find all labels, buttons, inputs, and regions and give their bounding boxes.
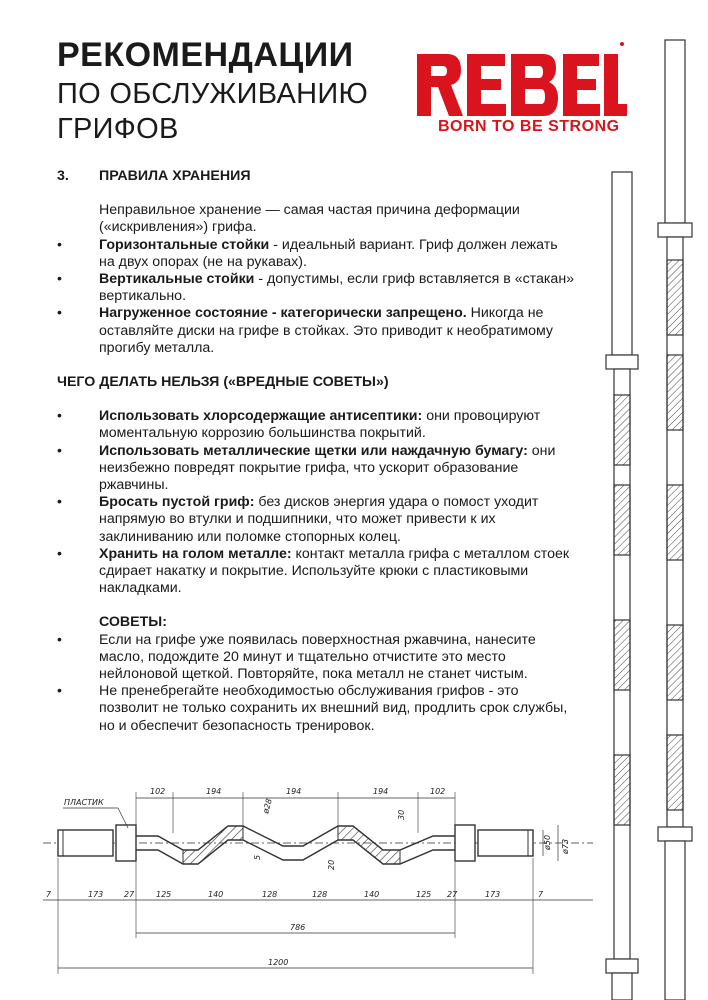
dim-bottom: 125 xyxy=(156,890,172,899)
list-item xyxy=(57,237,577,271)
dim-bottom: 140 xyxy=(208,890,224,899)
list-item xyxy=(57,546,577,598)
dim-bottom: 125 xyxy=(416,890,432,899)
drawing-label: ПЛАСТИК xyxy=(64,798,104,807)
dim-side: ø73 xyxy=(561,838,570,854)
list-item xyxy=(57,683,577,735)
dim-bottom: 173 xyxy=(88,890,104,899)
list-item xyxy=(57,271,577,305)
bullet-text: они неизбежно повредят покрытие грифа, что ускорит образование ржавчины. xyxy=(99,442,556,494)
section-number: 3. xyxy=(57,168,69,184)
list-item xyxy=(57,408,577,442)
section-3-intro: Неправильное хранение — самая частая причина деформации («искривления») грифа. xyxy=(99,202,520,236)
content xyxy=(57,168,577,735)
dim-top: 102 xyxy=(150,787,166,796)
bullet-text: Если на грифе уже появилась поверхностная ржавчина, нанесите масло, подождите 20 минут и тщательно отчистите это место нейлоновой щеткой. Повторяйте, пока металл не станет чистым. xyxy=(99,631,536,683)
bullet-bold: Использовать хлорсодержащие антисептики: xyxy=(99,408,423,425)
dim-total-inner: 786 xyxy=(290,923,306,932)
dim-bottom: 27 xyxy=(124,890,135,899)
bullet-text: Никогда не оставляйте диски на грифе в стойках. Это приводит к необратимому прогибу металла. xyxy=(99,305,554,356)
dim-bottom: 27 xyxy=(447,890,458,899)
dim-bottom: 7 xyxy=(538,890,544,899)
dim-bottom: 7 xyxy=(46,890,52,899)
bullet-marker: • xyxy=(57,271,62,288)
bullet-text: контакт металла грифа с металлом стоек сдирает накатку и покрытие. Используйте крюки с пластиковыми накладками. xyxy=(99,545,570,597)
bullet-marker: • xyxy=(57,408,62,425)
bullet-marker: • xyxy=(57,545,62,562)
dim-side: ø50 xyxy=(543,834,552,850)
bullet-text: Не пренебрегайте необходимостью обслуживания грифов - это позволит не только сохранить их внешний вид, продлить срок службы, но и обеспечит безопасность тренировок. xyxy=(99,683,568,734)
bullet-bold: Хранить на голом металле: xyxy=(99,545,292,562)
dim-bottom: 140 xyxy=(364,890,380,899)
bullet-bold: Бросать пустой гриф: xyxy=(99,494,255,511)
list-item xyxy=(57,305,577,357)
bullet-marker: • xyxy=(57,305,62,322)
dim-side: ø28 xyxy=(261,797,274,815)
dim-bottom: 173 xyxy=(485,890,501,899)
page-title-line-1: РЕКОМЕНДАЦИИ xyxy=(57,36,354,74)
list-item xyxy=(57,494,577,546)
logo-slogan: BORN TO BE STRONG xyxy=(438,118,620,135)
bullet-bold: Горизонтальные стойки xyxy=(99,236,270,253)
list-item xyxy=(57,443,577,495)
bullet-text: - допустимы, если гриф вставляется в «стакан» вертикально. xyxy=(99,271,575,305)
barbell-illustrations xyxy=(600,35,708,1000)
dim-bottom: 128 xyxy=(312,890,328,899)
list-item xyxy=(57,632,577,684)
dim-top: 194 xyxy=(373,787,389,796)
bullet-marker: • xyxy=(57,442,62,459)
bullet-marker: • xyxy=(57,631,62,648)
dim-top: 102 xyxy=(430,787,446,796)
bullet-bold: Использовать металлические щетки или наждачную бумагу: xyxy=(99,442,528,459)
dim-side: 20 xyxy=(327,859,336,870)
bullet-bold: Вертикальные стойки xyxy=(99,271,255,288)
page-title-line-2: ПО ОБСЛУЖИВАНИЮ xyxy=(57,78,369,110)
dim-bottom: 128 xyxy=(262,890,278,899)
ez-bar-technical-drawing xyxy=(38,778,598,990)
bullet-text: они провоцируют моментальную коррозию большинства покрытий. xyxy=(99,408,541,442)
tips-heading: СОВЕТЫ: xyxy=(99,614,167,631)
section-3-heading xyxy=(57,168,577,185)
bullet-text: - идеальный вариант. Гриф должен лежать на двух опорах (не на рукавах). xyxy=(99,236,558,270)
bullet-bold: Нагруженное состояние - категорически запрещено. xyxy=(99,305,467,322)
bullet-marker: • xyxy=(57,683,62,700)
dim-top: 194 xyxy=(206,787,222,796)
dim-total: 1200 xyxy=(268,958,289,967)
dim-top: 194 xyxy=(286,787,302,796)
dim-side: 5 xyxy=(253,854,262,860)
page-title-line-3: ГРИФОВ xyxy=(57,113,179,145)
bullet-text: без дисков энергия удара о помост уходит напрямую во втулки и подшипники, что может привести к их заклиниванию или поломке стопорных колец. xyxy=(99,494,539,545)
bullet-marker: • xyxy=(57,236,62,253)
dim-side: 30 xyxy=(397,809,406,820)
dont-heading: ЧЕГО ДЕЛАТЬ НЕЛЬЗЯ («ВРЕДНЫЕ СОВЕТЫ») xyxy=(57,374,389,391)
bullet-marker: • xyxy=(57,494,62,511)
section-title: ПРАВИЛА ХРАНЕНИЯ xyxy=(99,168,251,184)
